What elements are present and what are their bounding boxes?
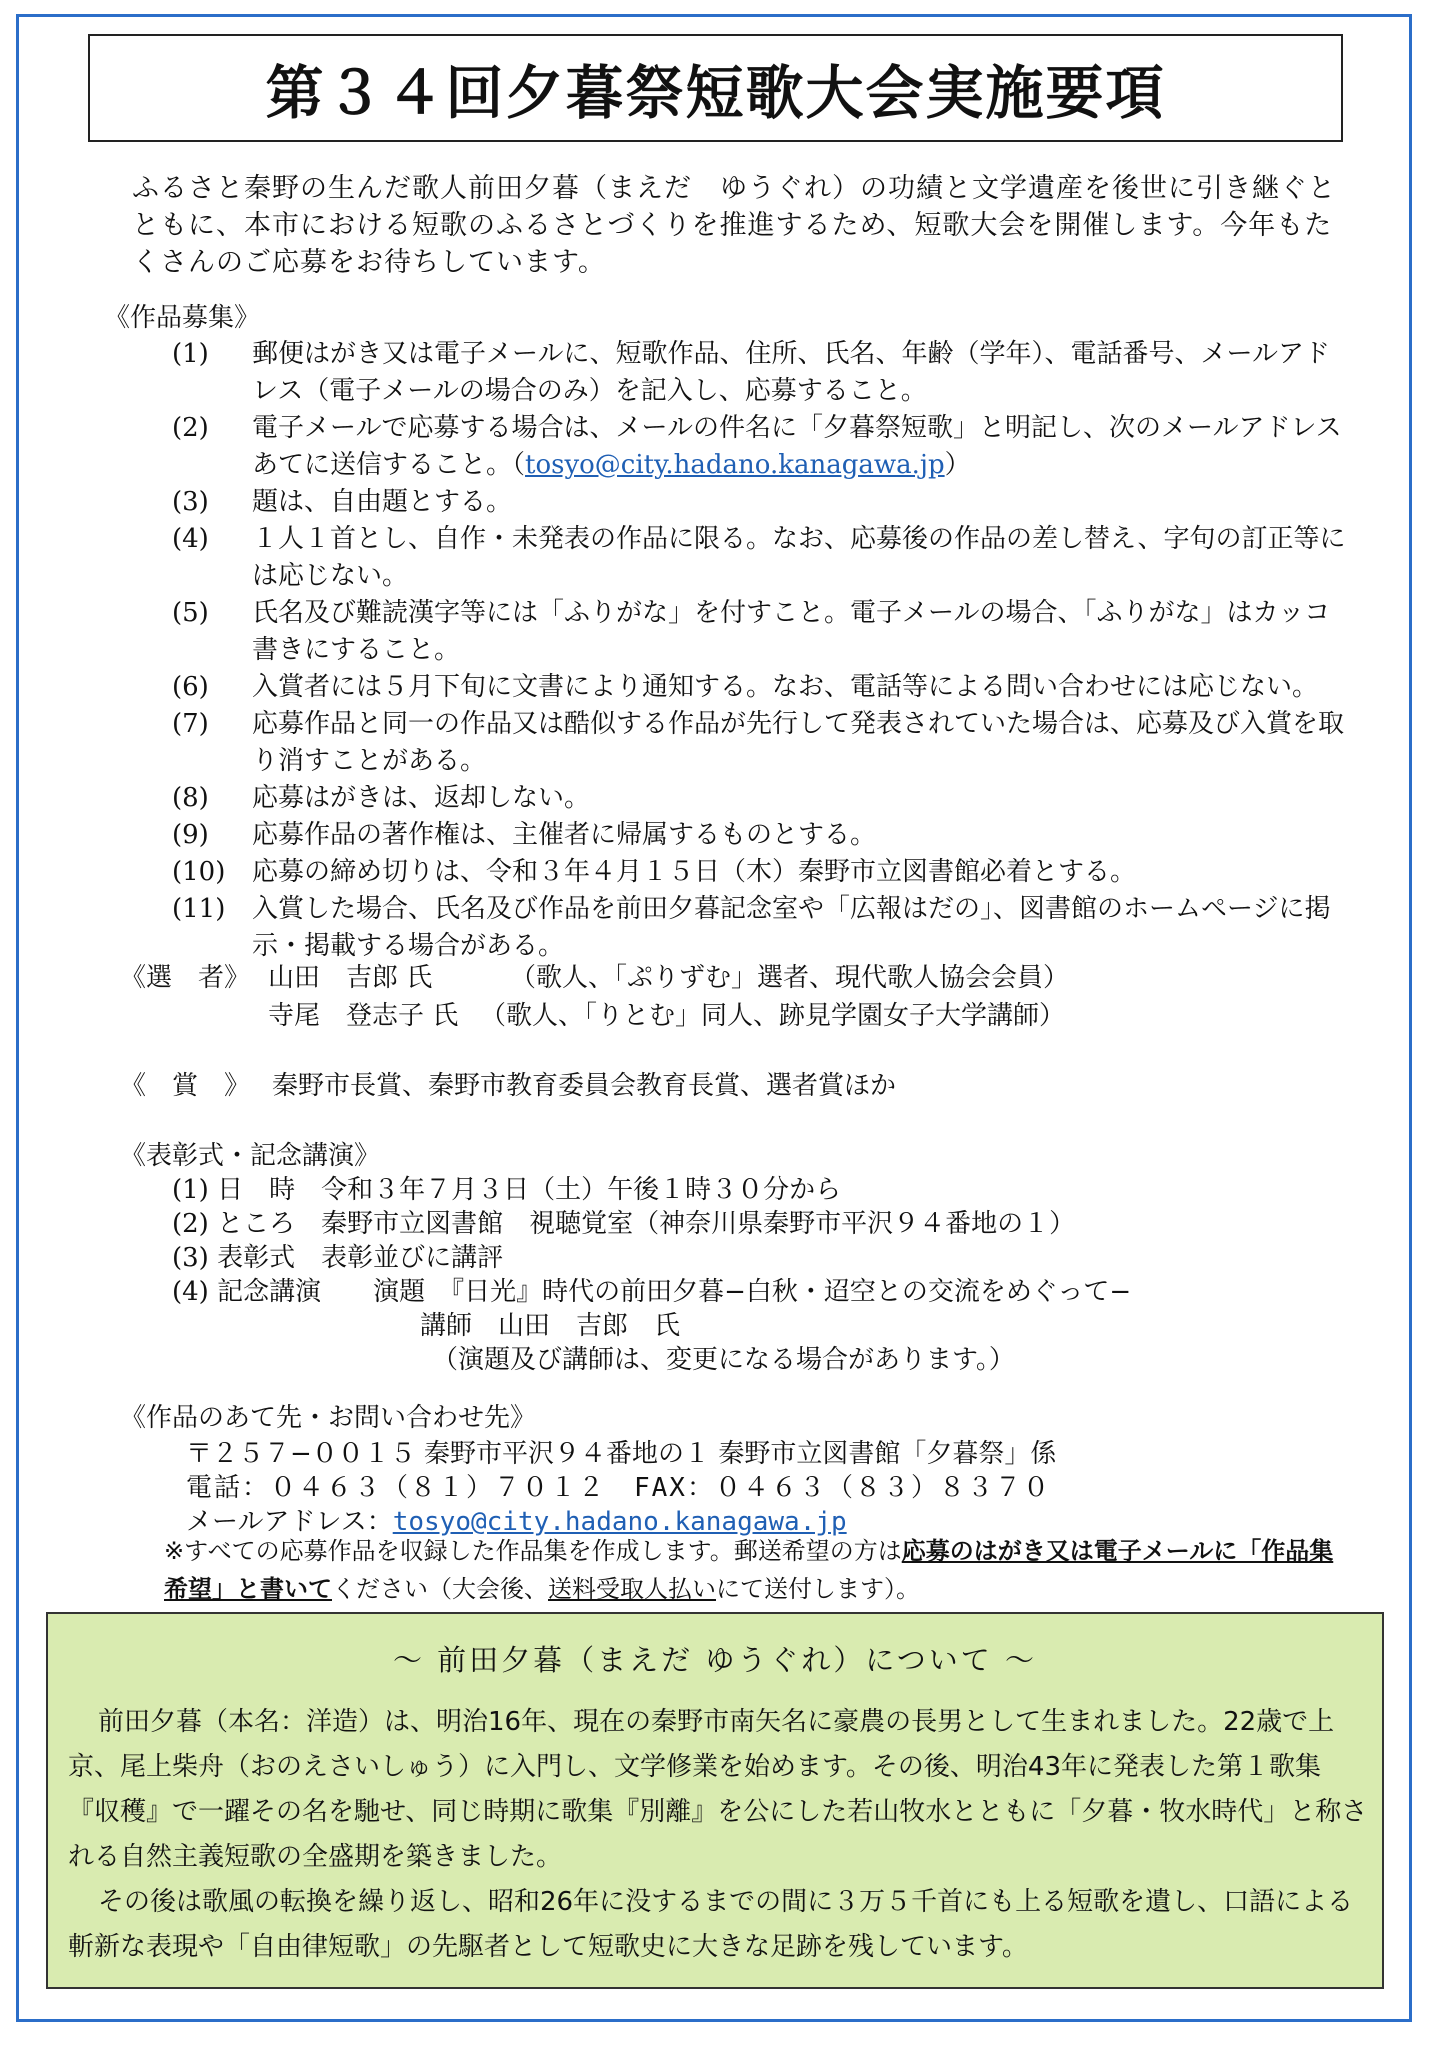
item-text: 応募作品の著作権は、主催者に帰属するものとする。	[252, 820, 877, 850]
item-number: (4)	[172, 524, 209, 554]
ceremony-heading: 《表彰式・記念講演》	[120, 1141, 381, 1171]
item-number: (1)	[172, 339, 209, 369]
email-label: メールアドレス：	[186, 1507, 393, 1537]
item-text: 入賞した場合、氏名及び作品を前田夕暮記念室や「広報はだの」、図書館のホームページに掲示・掲載する場合がある。	[252, 894, 1331, 961]
recruit-heading: 《作品募集》	[104, 303, 261, 333]
page-title: 第３４回夕暮祭短歌大会実施要項	[265, 59, 1166, 127]
ceremony-lecturer: 講師 山田 吉郎 氏	[420, 1311, 681, 1341]
note-emphasis: 応募のはがき又は電子メールに「作品集希望」と書いて	[164, 1537, 1334, 1603]
bio-heading: 〜 前田夕暮（まえだ ゆうぐれ）について 〜	[392, 1643, 1038, 1677]
item-text: 氏名及び難読漢字等には「ふりがな」を付すこと。電子メールの場合、「ふりがな」はカッコ書きにすること。	[252, 598, 1331, 665]
item-number: (2)	[172, 413, 209, 443]
list-item	[172, 817, 1352, 854]
item-text-body: 電子メールで応募する場合は、メールの件名に「夕暮祭短歌」と明記し、次のメールアドレスあてに送信すること。（	[252, 413, 1342, 480]
item-number: (10)	[172, 857, 226, 887]
ceremony-lecture: (4) 記念講演 演題 『日光』時代の前田夕暮−白秋・迢空との交流をめぐって−	[172, 1277, 1132, 1307]
bio-paragraph-2: その後は歌風の転換を繰り返し、昭和26年に没するまでの間に３万５千首にも上る短歌を遺し、口語による斬新な表現や「自由律短歌」の先駆者として短歌史に大きな足跡を残しています。	[68, 1887, 1354, 1962]
contact-email-link[interactable]: tosyo@city.hadano.kanagawa.jp	[392, 1507, 847, 1537]
list-item	[172, 706, 1352, 780]
judge-1-desc: （歌人、「ぷりずむ」選者、現代歌人協会会員）	[510, 963, 1070, 993]
note-underline: 送料受取人払い	[548, 1575, 716, 1603]
title-box	[88, 34, 1343, 142]
item-number: (11)	[172, 894, 226, 924]
item-text-close: ）	[944, 450, 971, 480]
judge-2-desc: （歌人、「りとむ」同人、跡見学園女子大学講師）	[480, 1001, 1066, 1031]
item-text	[252, 410, 1352, 484]
recruit-list	[172, 336, 1352, 965]
item-number: (9)	[172, 820, 209, 850]
contact-address: 〒２５７−００１５ 秦野市平沢９４番地の１ 秦野市立図書館「夕暮祭」係	[186, 1439, 1057, 1469]
collection-note	[164, 1532, 1344, 1608]
judge-2-name: 寺尾 登志子 氏	[268, 1001, 459, 1031]
item-text: 応募の締め切りは、令和３年４月１５日（木）秦野市立図書館必着とする。	[252, 857, 1137, 887]
item-text: 郵便はがき又は電子メールに、短歌作品、住所、氏名、年齢（学年）、電話番号、メールアドレス（電子メールの場合のみ）を記入し、応募すること。	[252, 339, 1330, 406]
item-text: 題は、自由題とする。	[252, 487, 513, 517]
ceremony-program: (3) 表彰式 表彰並びに講評	[172, 1243, 504, 1273]
item-number: (7)	[172, 709, 209, 739]
list-item	[172, 410, 1352, 484]
award-heading: 《 賞 》	[120, 1071, 251, 1101]
note-text-1: ※すべての応募作品を収録した作品集を作成します。郵送希望の方は	[164, 1537, 902, 1565]
email-link[interactable]: tosyo@city.hadano.kanagawa.jp	[525, 450, 945, 480]
item-text: 入賞者には５月下旬に文書により通知する。なお、電話等による問い合わせには応じない。	[252, 672, 1319, 702]
ceremony-note: （演題及び講師は、変更になる場合があります。）	[432, 1345, 1015, 1375]
ceremony-date: (1) 日 時 令和３年７月３日（土）午後１時３０分から	[172, 1175, 842, 1205]
contact-phone: 電話：０４６３（８１）７０１２ FAX：０４６３（８３）８３７０	[186, 1473, 1051, 1503]
list-item	[172, 669, 1352, 706]
intro-paragraph: ふるさと秦野の生んだ歌人前田夕暮（まえだ ゆうぐれ）の功績と文学遺産を後世に引き継ぐとともに、本市における短歌のふるさとづくりを推進するため、短歌大会を開催します。今年もたくさんのご応募をお待ちしています。	[132, 173, 1336, 278]
item-number: (6)	[172, 672, 209, 702]
ceremony-place: (2) ところ 秦野市立図書館 視聴覚室（神奈川県秦野市平沢９４番地の１）	[172, 1209, 1076, 1239]
list-item	[172, 484, 1352, 521]
contact-heading: 《作品のあて先・お問い合わせ先》	[120, 1403, 537, 1433]
list-item	[172, 336, 1352, 410]
award-text: 秦野市長賞、秦野市教育委員会教育長賞、選者賞ほか	[272, 1071, 897, 1101]
judge-1-name: 山田 吉郎 氏	[268, 963, 433, 993]
list-item	[172, 595, 1352, 669]
judges-heading: 《選 者》	[120, 963, 251, 993]
item-text: 応募はがきは、返却しない。	[252, 783, 591, 813]
note-text-3: にて送付します）。	[716, 1575, 920, 1603]
item-text: 応募作品と同一の作品又は酷似する作品が先行して発表されていた場合は、応募及び入賞を取り消すことがある。	[252, 709, 1345, 776]
bio-box	[46, 1612, 1384, 1989]
list-item	[172, 521, 1352, 595]
bio-text	[68, 1700, 1368, 1970]
note-text-2: ください（大会後、	[332, 1575, 548, 1603]
item-text: １人１首とし、自作・未発表の作品に限る。なお、応募後の作品の差し替え、字句の訂正等には応じない。	[252, 524, 1346, 591]
list-item	[172, 891, 1352, 965]
list-item	[172, 780, 1352, 817]
bio-paragraph-1: 前田夕暮（本名：洋造）は、明治16年、現在の秦野市南矢名に豪農の長男として生まれました。22歳で上京、尾上柴舟（おのえさいしゅう）に入門し、文学修業を始めます。その後、明治43年に発表した第１歌集『収穫』で一躍その名を馳せ、同じ時期に歌集『別離』を公にした若山牧水とともに「夕暮・牧水時代」と称される自然主義短歌の全盛期を築きました。	[68, 1707, 1368, 1872]
item-number: (5)	[172, 598, 209, 628]
item-number: (8)	[172, 783, 209, 813]
list-item	[172, 854, 1352, 891]
item-number: (3)	[172, 487, 209, 517]
